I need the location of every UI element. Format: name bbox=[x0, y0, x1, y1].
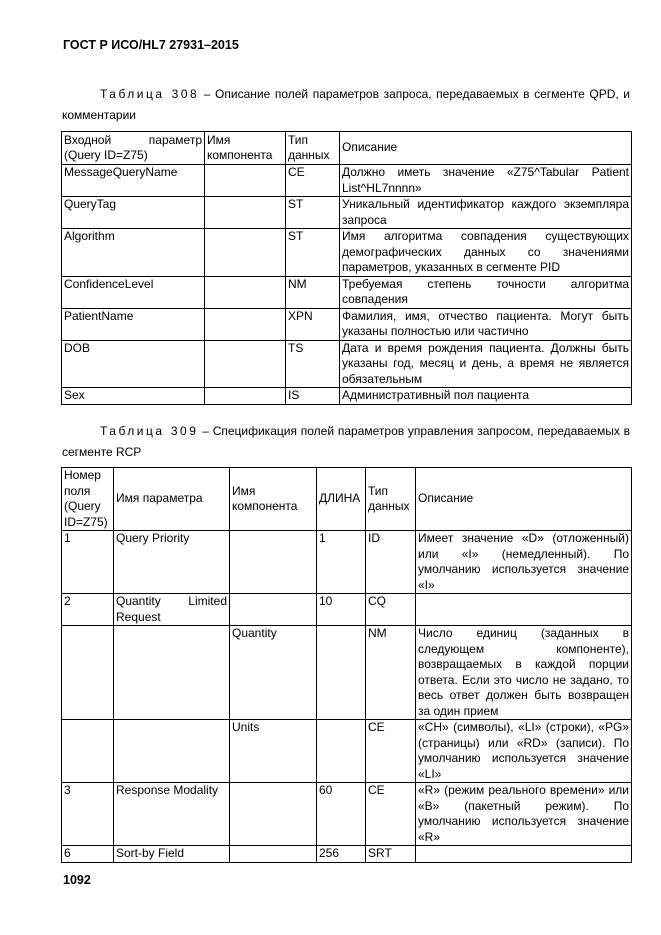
header-cell: Имя параметра bbox=[114, 468, 230, 531]
header-cell: ДЛИНА bbox=[317, 468, 366, 531]
header-cell: Номер поля (Query ID=Z75) bbox=[62, 468, 114, 531]
table-cell bbox=[416, 594, 632, 626]
table-cell: Уникальный идентификатор каждого экземпляра запроса bbox=[340, 197, 632, 229]
table-cell: Sort-by Field bbox=[114, 846, 230, 863]
table-cell bbox=[205, 229, 286, 277]
table-row bbox=[62, 388, 632, 405]
table-cell bbox=[205, 276, 286, 308]
table-309-caption bbox=[62, 421, 630, 463]
table-cell: Должно иметь значение «Z75^Tabular Patient List^HL7nnnn» bbox=[340, 165, 632, 197]
table-cell bbox=[317, 720, 366, 783]
table-cell bbox=[62, 626, 114, 720]
table-row-header bbox=[62, 468, 632, 531]
table-cell bbox=[317, 626, 366, 720]
table-cell: CE bbox=[366, 783, 416, 846]
table-cell: 256 bbox=[317, 846, 366, 863]
table-cell: Дата и время рождения пациента. Должны быть указаны год, месяц и день, а время не является обязательным bbox=[340, 340, 632, 388]
table-cell: NM bbox=[286, 276, 340, 308]
table-row bbox=[62, 197, 632, 229]
table-cell: TS bbox=[286, 340, 340, 388]
table-cell: SRT bbox=[366, 846, 416, 863]
table-308-caption-label: Таблица 308 bbox=[100, 87, 200, 101]
table-cell: QueryTag bbox=[62, 197, 205, 229]
table-cell: Units bbox=[230, 720, 317, 783]
table-row bbox=[62, 531, 632, 594]
table-cell bbox=[230, 783, 317, 846]
table-cell: Административный пол пациента bbox=[340, 388, 632, 405]
table-cell: «CH» (символы), «LI» (строки), «PG» (страницы) или «RD» (записи). По умолчанию используется значение «LI» bbox=[416, 720, 632, 783]
table-cell: ID bbox=[366, 531, 416, 594]
table-309-caption-label: Таблица 309 bbox=[100, 424, 199, 438]
page-number: 1092 bbox=[63, 873, 91, 887]
table-row bbox=[62, 308, 632, 340]
table-cell: ConfidenceLevel bbox=[62, 276, 205, 308]
table-cell: 1 bbox=[62, 531, 114, 594]
table-row bbox=[62, 276, 632, 308]
table-cell bbox=[114, 626, 230, 720]
table-308 bbox=[61, 131, 632, 405]
table-cell: Sex bbox=[62, 388, 205, 405]
header-cell: Описание bbox=[416, 468, 632, 531]
table-row bbox=[62, 229, 632, 277]
table-cell: ST bbox=[286, 229, 340, 277]
table-row bbox=[62, 594, 632, 626]
table-cell: «R» (режим реального времени» или «B» (пакетный режим). По умолчанию используется значение «R» bbox=[416, 783, 632, 846]
table-cell: PatientName bbox=[62, 308, 205, 340]
header-cell: Описание bbox=[340, 132, 632, 165]
table-cell: 2 bbox=[62, 594, 114, 626]
table-cell bbox=[230, 594, 317, 626]
table-cell: 3 bbox=[62, 783, 114, 846]
table-cell: Quantity Limited Request bbox=[114, 594, 230, 626]
table-row-header bbox=[62, 132, 632, 165]
table-cell: Quantity bbox=[230, 626, 317, 720]
table-cell: Фамилия, имя, отчество пациента. Могут быть указаны полностью или частично bbox=[340, 308, 632, 340]
table-cell: Требуемая степень точности алгоритма совпадения bbox=[340, 276, 632, 308]
table-cell: XPN bbox=[286, 308, 340, 340]
table-cell: 10 bbox=[317, 594, 366, 626]
table-cell: Число единиц (заданных в следующем компоненте), возвращаемых в каждой порции ответа. Если это число не задано, то весь ответ должен быть возвращен за один прием bbox=[416, 626, 632, 720]
table-cell: NM bbox=[366, 626, 416, 720]
table-308-caption-text: – Описание полей параметров запроса, передаваемых в сегменте QPD, и комментарии bbox=[62, 87, 630, 122]
table-309 bbox=[61, 467, 632, 863]
table-row bbox=[62, 340, 632, 388]
header-cell: Тип данных bbox=[286, 132, 340, 165]
table-row bbox=[62, 165, 632, 197]
table-cell bbox=[205, 165, 286, 197]
header-cell: Имя компонента bbox=[205, 132, 286, 165]
table-cell bbox=[416, 846, 632, 863]
document-header: ГОСТ Р ИСО/HL7 27931–2015 bbox=[63, 38, 239, 52]
table-cell: 60 bbox=[317, 783, 366, 846]
table-cell bbox=[205, 388, 286, 405]
table-cell bbox=[114, 720, 230, 783]
table-cell: 6 bbox=[62, 846, 114, 863]
table-row bbox=[62, 720, 632, 783]
table-cell: Имя алгоритма совпадения существующих демографических данных со значениями параметров, указанных в сегменте PID bbox=[340, 229, 632, 277]
table-308-caption bbox=[62, 84, 630, 126]
table-cell bbox=[205, 340, 286, 388]
table-cell bbox=[205, 197, 286, 229]
header-cell: Тип данных bbox=[366, 468, 416, 531]
header-cell: Имя компонента bbox=[230, 468, 317, 531]
table-row bbox=[62, 783, 632, 846]
table-cell bbox=[205, 308, 286, 340]
table-cell bbox=[230, 846, 317, 863]
table-cell: Algorithm bbox=[62, 229, 205, 277]
table-cell: ST bbox=[286, 197, 340, 229]
header-cell: Входной параметр (Query ID=Z75) bbox=[62, 132, 205, 165]
table-cell: DOB bbox=[62, 340, 205, 388]
table-cell: 1 bbox=[317, 531, 366, 594]
table-cell: Имеет значение «D» (отложенный) или «I» (немедленный). По умолчанию используется значение «I» bbox=[416, 531, 632, 594]
table-cell: Query Priority bbox=[114, 531, 230, 594]
table-cell: MessageQueryName bbox=[62, 165, 205, 197]
table-cell: Response Modality bbox=[114, 783, 230, 846]
table-cell: CQ bbox=[366, 594, 416, 626]
table-cell bbox=[230, 531, 317, 594]
table-309-caption-text: – Спецификация полей параметров управления запросом, передаваемых в сегменте RCP bbox=[62, 424, 631, 459]
table-row bbox=[62, 846, 632, 863]
table-cell: CE bbox=[286, 165, 340, 197]
table-cell: CE bbox=[366, 720, 416, 783]
table-cell: IS bbox=[286, 388, 340, 405]
table-cell bbox=[62, 720, 114, 783]
table-row bbox=[62, 626, 632, 720]
